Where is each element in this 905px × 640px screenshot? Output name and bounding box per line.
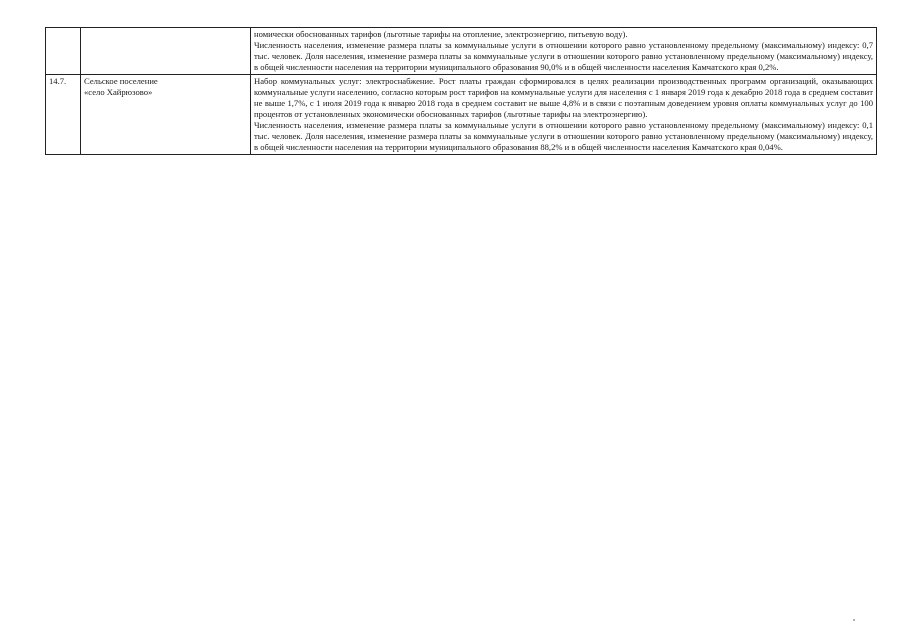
scan-speck [853,619,855,621]
description-cell [251,75,877,155]
description-paragraph: номически обоснованных тарифов (льготные тарифы на отопление, электроэнергию, питьевую воду). [254,29,628,39]
description-paragraph: Набор коммунальных услуг: электроснабжение. Рост платы граждан сформировался в целях реализации производственных программ организаций, оказывающих коммунальные услуги населению, согласно которым рост тарифов на коммунальные услуги для населения с 1 января 2019 года к декабрю 2018 года в среднем составит не выше 1,7%, с 1 июля 2019 года к январю 2018 года в среднем составит не выше 4,8% и в связи с поэтапным доведением уровня оплаты коммунальных услуг до 100 процентов от установленных экономически обоснованных тарифов (льготные тарифы на электроэнергию). [254,76,873,119]
description-paragraph: Численность населения, изменение размера платы за коммунальные услуги в отношении которого равно установленному предельному (максимальному) индексу: 0,1 тыс. человек. Доля населения, изменение размера платы за коммунальные услуги в отношении которого равно установленному предельному (максимальному) индексу, в общей численности населения на территории муниципального образования 88,2% и в общей численности населения Камчатского края 0,04%. [254,120,873,152]
table-row [46,75,877,155]
settlement-name-cell [81,28,251,75]
settlement-name-cell [81,75,251,155]
description-paragraph: Численность населения, изменение размера платы за коммунальные услуги в отношении которого равно установленному предельному (максимальному) индексу: 0,7 тыс. человек. Доля населения, изменение размера платы за коммунальные услуги в отношении которого равно установленному предельному (максимальному) индексу, в общей численности населения на территории муниципального образования 90,0% и в общей численности населения Камчатского края 0,2%. [254,40,873,72]
row-number: 14.7. [49,76,67,86]
description-cell [251,28,877,75]
table-row [46,28,877,75]
settlement-name-line: «село Хайрюзово» [84,87,153,97]
row-number-cell [46,28,81,75]
row-number-cell [46,75,81,155]
settlement-name-line: Сельское поселение [84,76,158,86]
tariff-table [45,27,877,155]
